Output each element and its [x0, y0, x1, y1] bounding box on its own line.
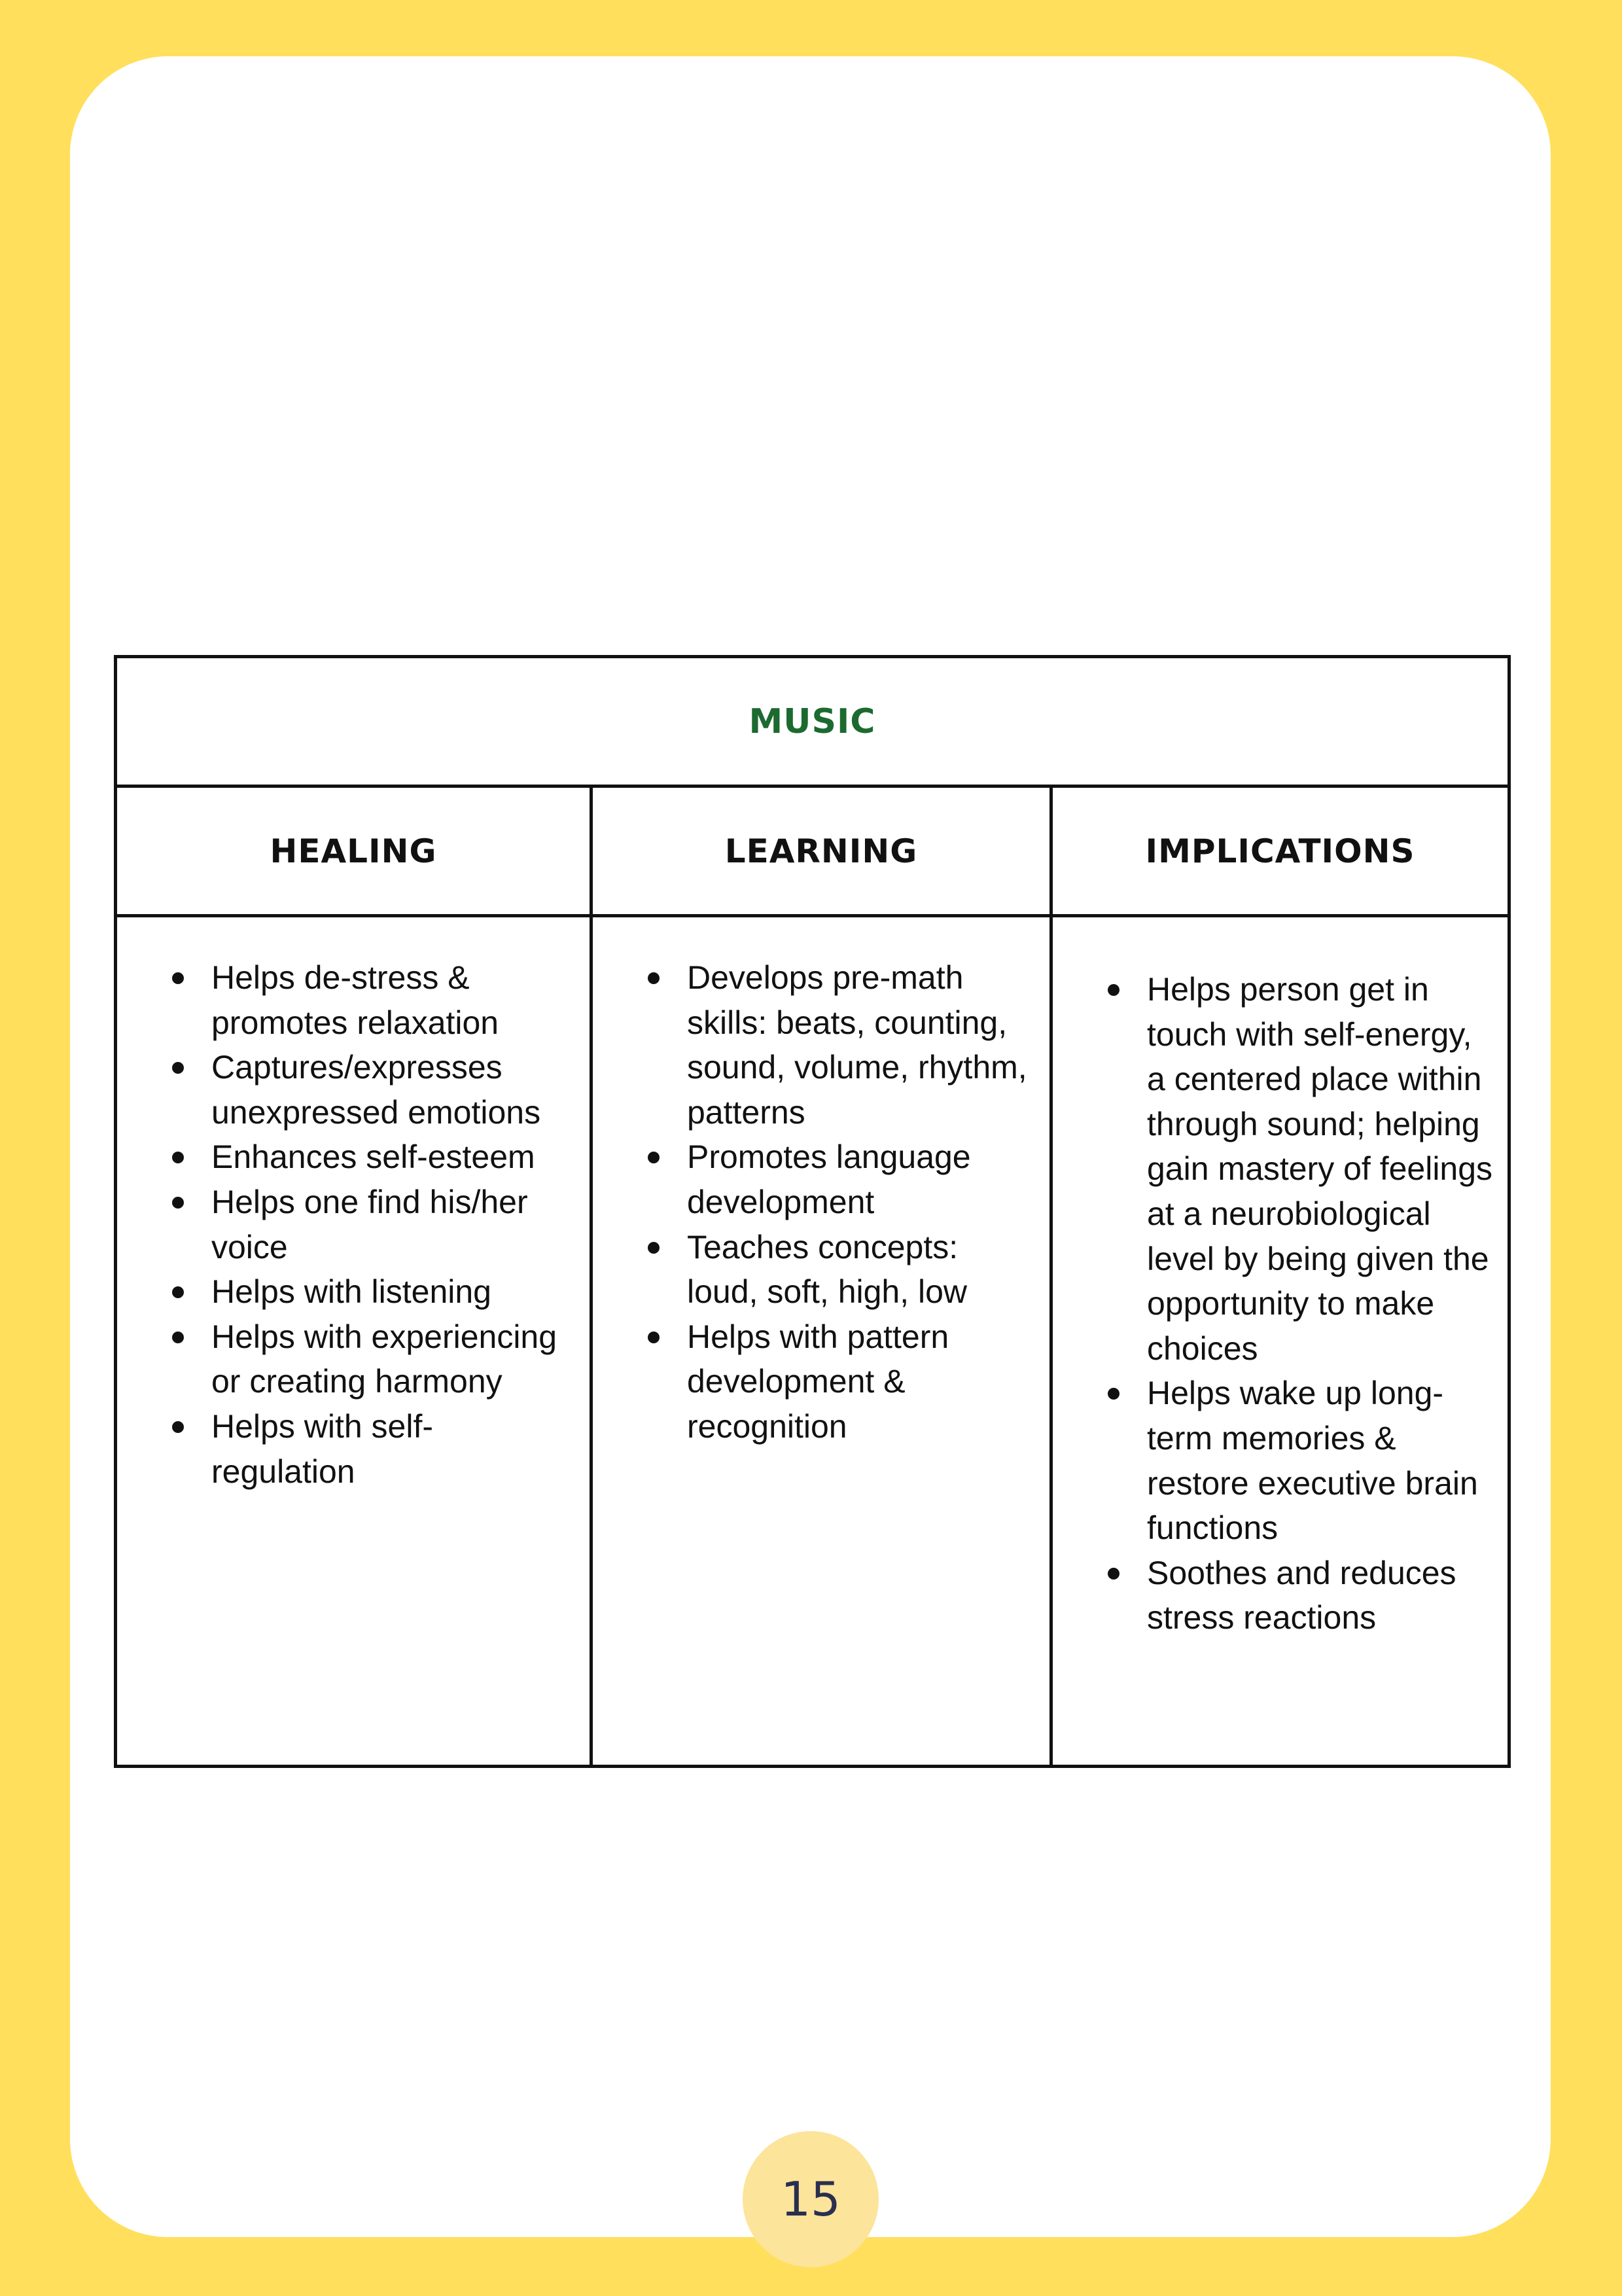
- list-item: Helps with listening: [211, 1269, 576, 1315]
- list-item: Teaches concepts: loud, soft, high, low: [687, 1225, 1036, 1315]
- learning-cell: [591, 916, 1051, 1767]
- table-title-row: [116, 657, 1509, 786]
- learning-list: [593, 917, 1049, 1449]
- list-item: Helps with pattern development & recognition: [687, 1315, 1036, 1449]
- healing-cell: [116, 916, 591, 1767]
- list-item: Develops pre-math skills: beats, counting, sound, volume, rhythm, patterns: [687, 955, 1036, 1135]
- page-number: 15: [743, 2131, 879, 2267]
- list-item: Promotes language development: [687, 1135, 1036, 1224]
- table-header-row: [116, 786, 1509, 916]
- implications-cell: [1051, 916, 1509, 1767]
- list-item: Helps with self-regulation: [211, 1404, 576, 1494]
- list-item: Soothes and reduces stress reactions: [1147, 1551, 1494, 1640]
- list-item: Helps with experiencing or creating harmony: [211, 1315, 576, 1404]
- list-item: Captures/expresses unexpressed emotions: [211, 1045, 576, 1135]
- music-table: [114, 655, 1511, 1768]
- list-item: Helps one find his/her voice: [211, 1180, 576, 1269]
- list-item: Helps de-stress & promotes relaxation: [211, 955, 576, 1045]
- header-implications: IMPLICATIONS: [1051, 786, 1509, 916]
- table-body-row: [116, 916, 1509, 1767]
- table-title: MUSIC: [116, 657, 1509, 786]
- header-healing: HEALING: [116, 786, 591, 916]
- list-item: Helps wake up long-term memories & restore executive brain functions: [1147, 1371, 1494, 1550]
- list-item: Helps person get in touch with self-energy, a centered place within through sound; helping gain mastery of feelings at a neurobiological level by being given the opportunity to make choices: [1147, 967, 1494, 1371]
- implications-list: [1053, 917, 1507, 1640]
- healing-list: [117, 917, 590, 1494]
- header-learning: LEARNING: [591, 786, 1051, 916]
- list-item: Enhances self-esteem: [211, 1135, 576, 1180]
